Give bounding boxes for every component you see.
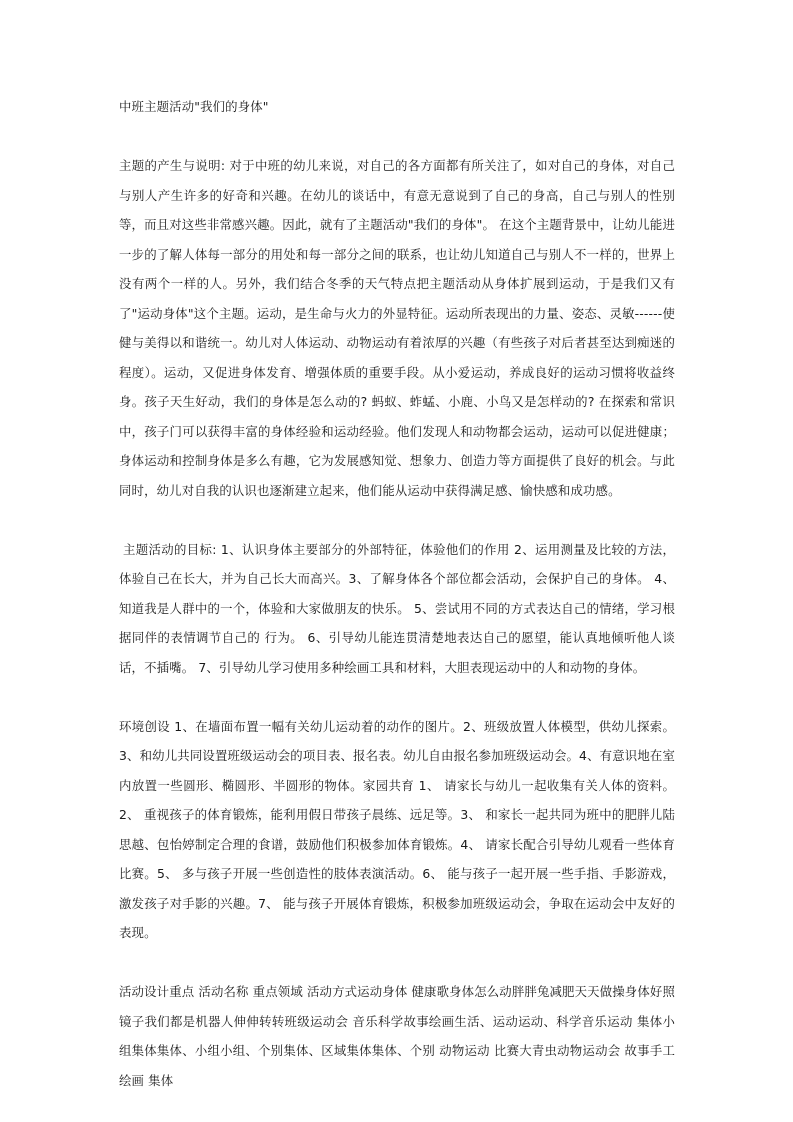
paragraph-theme-origin: 主题的产生与说明: 对于中班的幼儿来说，对自己的各方面都有所关注了，如对自己的身体，对自己与别人产生许多的好奇和兴趣。在幼儿的谈话中，有意无意说到了自己的身高，自己与别人的性别等，而且对这些非常感兴趣。因此，就有了主题活动"我们的身体"。 在这个主题背景中，让幼儿能进一步的了解人体每一部分的用处和每一部分之间的联系，也让幼儿知道自己与别人不一样的，世界上没有两个一样的人。另外，我们结合冬季的天气特点把主题活动从身体扩展到运动，于是我们又有了"运动身体"这个主题。运动，是生命与火力的外显特征。运动所表现出的力量、姿态、灵敏------使健与美得以和谐统一。幼儿对人体运动、动物运动有着浓厚的兴趣（有些孩子对后者甚至达到痴迷的程度）。运动，又促进身体发育、增强体质的重要手段。从小爱运动，养成良好的运动习惯将收益终身。孩子天生好动，我们的身体是怎么动的? 蚂蚁、蚱蜢、小鹿、小鸟又是怎样动的? 在探索和常识中，孩子门可以获得丰富的身体经验和运动经验。他们发现人和动物都会运动，运动可以促进健康；身体运动和控制身体是多么有趣，它为发展感知觉、想象力、创造力等方面提供了良好的机会。与此同时，幼儿对自我的认识也逐渐建立起来，他们能从运动中获得满足感、愉快感和成功感。 bbox=[119, 158, 675, 498]
blank-line bbox=[119, 505, 675, 535]
paragraph-theme-goals: 主题活动的目标: 1、认识身体主要部分的外部特征，体验他们的作用 2、运用测量及比较的方法，体验自己在长大，并为自己长大而高兴。3、了解身体各个部位都会活动，会保护自己的身体。 4、知道我是人群中的一个，体验和大家做朋友的快乐。 5、尝试用不同的方式表达自己的情绪，学习根据同伴的表情调节自己的 行为。 6、引导幼儿能连贯清楚地表达自己的愿望，能认真地倾听他人谈话，不插嘴。 7、引导幼儿学习使用多种绘画工具和材料，大胆表现运动中的人和动物的身体。 bbox=[119, 541, 675, 675]
paragraph-activity-design: 活动设计重点 活动名称 重点领域 活动方式运动身体 健康歌身体怎么动胖胖兔减肥天天做操身体好照镜子我们都是机器人伸伸转转班级运动会 音乐科学故事绘画生活、运动运动、科学音乐运动 集体小组集体集体、小组小组、个别集体、区域集体集体、个别 动物运动 比赛大青虫动物运动会 故事手工绘画 集体 bbox=[119, 984, 675, 1088]
document-title: 中班主题活动"我们的身体" bbox=[119, 99, 269, 114]
blank-line bbox=[119, 682, 675, 712]
blank-line bbox=[119, 122, 675, 152]
blank-line bbox=[119, 948, 675, 978]
document-body bbox=[119, 92, 675, 1095]
paragraph-environment: 环境创设 1、在墙面布置一幅有关幼儿运动着的动作的图片。2、班级放置人体模型，供幼儿探索。3、和幼儿共同设置班级运动会的项目表、报名表。幼儿自由报名参加班级运动会。4、有意识地在室内放置一些圆形、椭圆形、半圆形的物体。家园共育 1、 请家长与幼儿一起收集有关人体的资料。2、 重视孩子的体育锻炼，能利用假日带孩子晨练、远足等。3、 和家长一起共同为班中的肥胖儿陆思越、包怡婷制定合理的食谱，鼓励他们积极参加体育锻炼。4、 请家长配合引导幼儿观看一些体育比赛。5、 多与孩子开展一些创造性的肢体表演活动。6、 能与孩子一起开展一些手指、手影游戏，激发孩子对手影的兴趣。7、 能与孩子开展体育锻炼，积极参加班级运动会，争取在运动会中友好的表现。 bbox=[119, 718, 675, 940]
